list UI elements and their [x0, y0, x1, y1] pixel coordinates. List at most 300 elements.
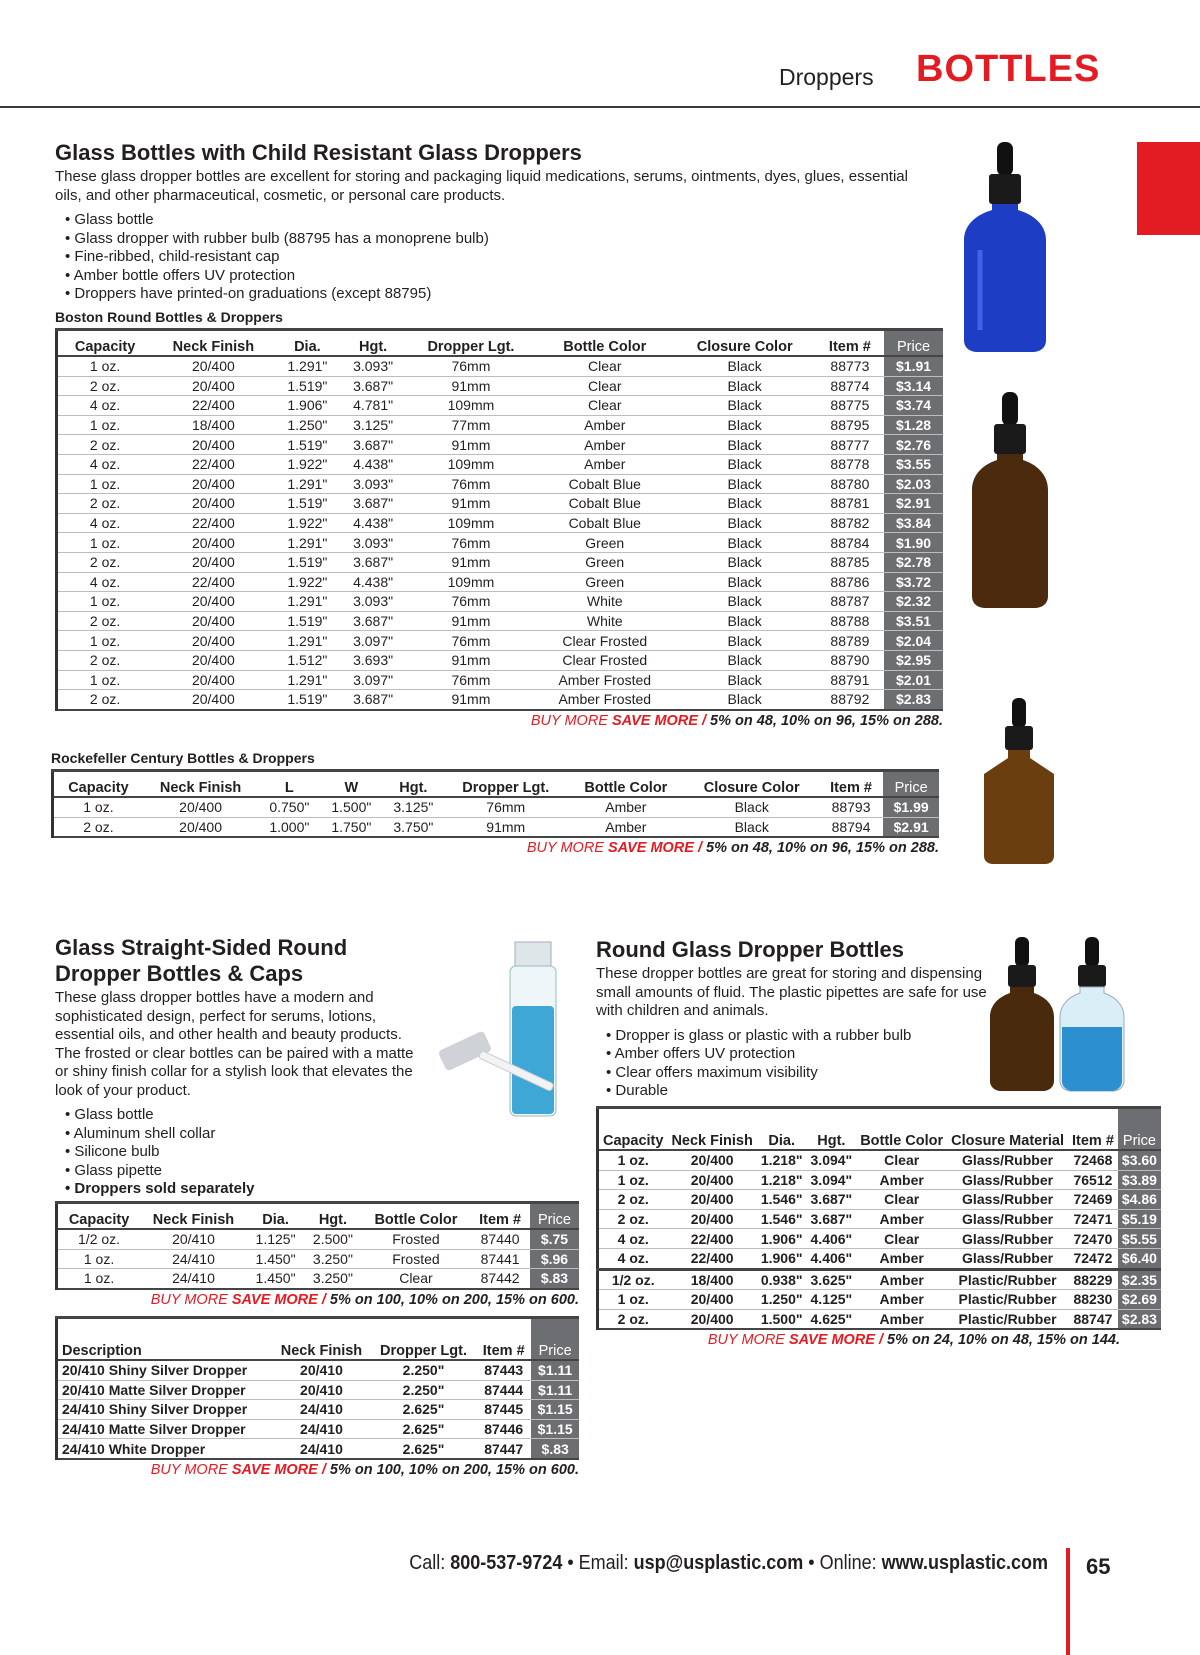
table-cell: 109mm: [447, 456, 495, 473]
price-cell: $.83: [531, 1439, 579, 1459]
table-cell: 20/400: [690, 1311, 734, 1328]
table-cell: 76mm: [486, 799, 526, 816]
discount-text: SAVE MORE /: [231, 1461, 330, 1478]
discount-text: 15%: [1036, 1332, 1066, 1349]
table-cell: 87445: [484, 1401, 524, 1418]
column-header: Item #: [830, 780, 872, 796]
category-title: BOTTLES: [916, 48, 1101, 90]
table-cell: Black: [727, 554, 762, 571]
table-cell: Clear: [884, 1230, 920, 1247]
column-header: Item #: [479, 1212, 522, 1228]
section-subtitle: Droppers: [779, 64, 874, 90]
email-label: • Email:: [562, 1552, 634, 1574]
table-cell: 91mm: [451, 377, 491, 394]
table-cell: 20/400: [690, 1152, 734, 1169]
table-cell: 24/410: [172, 1250, 215, 1267]
price-cell: $2.04: [884, 631, 943, 651]
cobalt-blue-bottle-image: [960, 140, 1050, 355]
table-cell: 1 oz.: [83, 1250, 115, 1267]
table-cell: 88790: [830, 652, 870, 669]
discount-text: 10%: [408, 1461, 438, 1478]
table-cell: 1.450": [255, 1270, 296, 1287]
price-cell: $1.11: [531, 1360, 579, 1380]
feature-item: • Glass bottle: [65, 1106, 425, 1125]
table-cell: 20/400: [179, 799, 222, 816]
table-cell: Amber: [584, 436, 626, 453]
column-header: Dia.: [768, 1133, 795, 1149]
table-cell: 4.438": [353, 456, 394, 473]
discount-text: BUY MORE: [707, 1332, 789, 1349]
table-cell: 76mm: [451, 671, 491, 688]
table-cell: 2 oz.: [89, 613, 121, 630]
table-row: [598, 1209, 1161, 1229]
column-header: Bottle Color: [563, 339, 647, 355]
table-cell: 4.625": [810, 1311, 853, 1328]
price-cell: $1.91: [884, 356, 943, 376]
table-cell: Amber: [879, 1250, 924, 1267]
table-cell: Glass/Rubber: [962, 1152, 1054, 1169]
table-title: Rockefeller Century Bottles & Droppers: [51, 750, 315, 766]
rockefeller-table-block: [51, 750, 939, 856]
price-cell: $.75: [530, 1229, 579, 1249]
table-cell: Cobalt Blue: [568, 495, 641, 512]
table-cell: 4 oz.: [89, 397, 121, 414]
column-header: Capacity: [603, 1133, 664, 1149]
table-cell: Black: [727, 671, 762, 688]
table-cell: 18/400: [191, 417, 235, 434]
discount-text: on 600.: [525, 1461, 579, 1478]
table-cell: 88777: [830, 436, 870, 453]
price-cell: $2.01: [884, 670, 943, 690]
price-cell: $1.15: [531, 1419, 579, 1439]
table-cell: 1 oz.: [83, 1270, 115, 1287]
table-cell: White: [586, 613, 623, 630]
table-cell: 1.922": [287, 573, 328, 590]
table-cell: 22/400: [191, 515, 235, 532]
discount-text: SAVE MORE /: [231, 1291, 330, 1308]
table-cell: Black: [727, 436, 762, 453]
table-cell: 109mm: [447, 573, 495, 590]
table-row: [598, 1290, 1161, 1310]
table-cell: 20/400: [191, 652, 235, 669]
table-cell: 20/410 Matte Silver Dropper: [62, 1381, 246, 1398]
boston-round-table: [55, 328, 943, 711]
table-cell: Clear: [588, 397, 622, 414]
discount-text: on 100,: [350, 1291, 409, 1308]
discount-text: 5%: [887, 1332, 908, 1349]
column-header: Neck Finish: [671, 1133, 753, 1149]
column-header: Closure Color: [696, 339, 793, 355]
table-cell: 20/410 Shiny Silver Dropper: [62, 1362, 248, 1379]
table-cell: 76mm: [451, 475, 491, 492]
price-cell: $3.72: [884, 572, 943, 592]
column-header: Neck Finish: [159, 780, 242, 796]
table-cell: 24/410 Matte Silver Dropper: [62, 1421, 246, 1438]
table-cell: Glass/Rubber: [962, 1191, 1054, 1208]
table-row: [57, 552, 944, 572]
table-cell: 91mm: [486, 818, 526, 835]
price-cell: $1.28: [884, 415, 943, 435]
table-cell: 20/410: [300, 1362, 343, 1379]
table-cell: 24/410: [172, 1270, 215, 1287]
table-cell: 20/400: [191, 534, 235, 551]
round-glass-table: [596, 1106, 1161, 1330]
column-header: Hgt.: [399, 780, 428, 796]
table-cell: 1.906": [760, 1230, 803, 1247]
table-row: [57, 670, 944, 690]
table-cell: 20/400: [191, 358, 235, 375]
table-cell: 91mm: [451, 613, 491, 630]
table-cell: 24/410 Shiny Silver Dropper: [62, 1401, 248, 1418]
price-cell: $3.74: [884, 396, 943, 416]
discount-text: SAVE MORE /: [608, 840, 707, 857]
table-cell: 2 oz.: [617, 1211, 649, 1228]
price-cell: $3.60: [1118, 1150, 1161, 1170]
table-cell: 3.250": [312, 1250, 353, 1267]
discount-text: 15%: [495, 1461, 525, 1478]
table-row: [57, 592, 944, 612]
section-tab: [1137, 142, 1200, 235]
table-row: [598, 1229, 1161, 1249]
column-header: Neck Finish: [280, 1343, 363, 1359]
table-row: [57, 356, 944, 376]
phone-number[interactable]: 800-537-9724: [450, 1552, 563, 1574]
table-row: [57, 611, 944, 631]
table-cell: 3.094": [810, 1152, 853, 1169]
table-cell: 20/400: [191, 671, 235, 688]
column-header: Dropper Lgt.: [380, 1343, 467, 1359]
section-title: Round Glass Dropper Bottles: [596, 937, 905, 962]
table-cell: White: [586, 593, 623, 610]
section-title: Glass Bottles with Child Resistant Glass Droppers: [55, 140, 582, 165]
discount-text: BUY MORE: [150, 1461, 232, 1478]
table-cell: 77mm: [451, 417, 491, 434]
table-cell: 1.512": [287, 652, 328, 669]
section-description: These glass dropper bottles have a modern and sophisticated design, perfect for serums, lotions, essential oils, and other health and beauty products. The frosted or clear bottles can be paired with a matte or shiny finish collar for a stylish look that elevates the look of your product.: [55, 989, 414, 1099]
table-cell: Black: [727, 534, 762, 551]
table-cell: 24/410 White Dropper: [62, 1440, 206, 1457]
table-cell: 76mm: [451, 593, 491, 610]
table-cell: 4 oz.: [617, 1230, 649, 1247]
column-header: Capacity: [68, 780, 129, 796]
table-cell: 1 oz.: [89, 534, 121, 551]
volume-discount-note: [596, 1332, 1120, 1348]
column-header: Item #: [828, 339, 871, 355]
column-header: Closure Material: [951, 1133, 1064, 1149]
straight-sided-bottle-image: [420, 940, 580, 1140]
table-cell: 109mm: [447, 515, 495, 532]
table-cell: 2.625": [402, 1440, 445, 1457]
table-row: [598, 1309, 1161, 1329]
price-cell: $2.03: [884, 474, 943, 494]
table-cell: 1/2 oz.: [78, 1231, 121, 1248]
table-cell: 3.097": [353, 671, 394, 688]
table-cell: 1 oz.: [89, 358, 121, 375]
table-cell: 3.125": [393, 799, 434, 816]
price-cell: $1.90: [884, 533, 943, 553]
table-cell: Amber: [879, 1311, 924, 1328]
table-cell: 88787: [830, 593, 870, 610]
straight-sided-table: [55, 1201, 579, 1290]
table-cell: 1.291": [287, 671, 328, 688]
table-cell: 3.093": [353, 358, 394, 375]
table-cell: 87440: [480, 1231, 520, 1248]
column-header: Neck Finish: [152, 1212, 235, 1228]
feature-list: [55, 1106, 425, 1199]
table-cell: 4.781": [353, 397, 394, 414]
table-cell: 3.093": [353, 475, 394, 492]
table-cell: 1.546": [760, 1211, 803, 1228]
discount-text: 15%: [495, 1291, 525, 1308]
table-cell: 4.125": [810, 1291, 853, 1308]
table-cell: Clear Frosted: [562, 652, 648, 669]
header-rule: [0, 106, 1200, 108]
table-cell: 3.625": [810, 1271, 853, 1288]
column-header: Closure Color: [703, 780, 800, 796]
table-cell: 2 oz.: [89, 652, 121, 669]
table-cell: 87443: [484, 1362, 524, 1379]
discount-text: on 24,: [908, 1332, 958, 1349]
table-cell: 88786: [830, 573, 870, 590]
feature-item: • Amber offers UV protection: [606, 1045, 996, 1064]
table-cell: 1.906": [287, 397, 328, 414]
feature-item: • Fine-ribbed, child-resistant cap: [65, 248, 935, 267]
discount-text: on 288.: [889, 712, 943, 729]
table-cell: Black: [734, 799, 769, 816]
table-cell: 4.406": [810, 1250, 853, 1267]
price-cell: $6.40: [1118, 1248, 1161, 1269]
column-header: W: [344, 780, 359, 796]
email-link[interactable]: usp@usplastic.com: [633, 1552, 804, 1574]
table-cell: 88791: [830, 671, 870, 688]
table-row: [57, 1400, 580, 1420]
table-cell: 91mm: [451, 691, 491, 708]
table-cell: 88230: [1073, 1291, 1113, 1308]
table-cell: Amber: [879, 1171, 924, 1188]
table-cell: 20/400: [191, 436, 235, 453]
table-cell: Glass/Rubber: [962, 1211, 1054, 1228]
table-cell: 0.938": [760, 1271, 803, 1288]
price-cell: $5.19: [1118, 1209, 1161, 1229]
table-cell: Black: [727, 417, 762, 434]
column-header: L: [284, 780, 294, 796]
table-cell: 20/400: [191, 593, 235, 610]
table-row: [57, 454, 944, 474]
table-cell: 88229: [1073, 1271, 1113, 1288]
table-cell: 20/400: [690, 1191, 734, 1208]
table-cell: 88788: [830, 613, 870, 630]
table-cell: Green: [585, 573, 625, 590]
table-cell: 22/400: [690, 1250, 734, 1267]
table-cell: 20/410: [172, 1231, 215, 1248]
table-cell: Amber Frosted: [558, 671, 652, 688]
table-cell: 87446: [484, 1421, 524, 1438]
dropper-caps-table: [55, 1316, 579, 1460]
table-row: [57, 1249, 580, 1269]
table-cell: Amber: [879, 1211, 924, 1228]
table-cell: 2.625": [402, 1401, 445, 1418]
table-cell: 4 oz.: [617, 1250, 649, 1267]
table-cell: 1.519": [287, 691, 328, 708]
table-cell: 20/410: [300, 1381, 343, 1398]
table-title: Boston Round Bottles & Droppers: [55, 309, 283, 325]
column-header: Price: [531, 1318, 579, 1361]
feature-item: • Glass pipette: [65, 1162, 425, 1181]
feature-list: [596, 1027, 996, 1101]
column-header: Hgt.: [318, 1212, 347, 1228]
table-cell: Amber: [879, 1271, 924, 1288]
table-cell: Clear Frosted: [562, 632, 648, 649]
feature-item-bold: • Droppers sold separately: [65, 1180, 425, 1199]
table-cell: 3.750": [393, 818, 434, 835]
column-header: Price: [883, 771, 939, 798]
table-cell: 1.291": [287, 593, 328, 610]
price-cell: $2.83: [884, 690, 943, 710]
table-cell: 91mm: [451, 652, 491, 669]
feature-list: [55, 211, 935, 304]
table-row: [57, 533, 944, 553]
table-cell: Clear: [399, 1270, 433, 1287]
table-cell: 1.750": [331, 818, 372, 835]
table-cell: 4.406": [810, 1230, 853, 1247]
table-cell: 24/410: [300, 1440, 343, 1457]
price-cell: $3.51: [884, 611, 943, 631]
table-cell: 1.291": [287, 358, 328, 375]
price-cell: $.96: [530, 1249, 579, 1269]
table-cell: 88782: [830, 515, 870, 532]
table-cell: 3.687": [353, 613, 394, 630]
table-cell: 76mm: [451, 632, 491, 649]
table-cell: 2.250": [402, 1362, 445, 1379]
table-cell: 1.519": [287, 495, 328, 512]
table-cell: 2.500": [312, 1231, 353, 1248]
website-link[interactable]: www.usplastic.com: [881, 1552, 1048, 1574]
table-cell: 1.125": [255, 1231, 296, 1248]
boston-round-table-block: [55, 309, 943, 729]
table-cell: 22/400: [191, 573, 235, 590]
table-cell: 1.291": [287, 534, 328, 551]
table-cell: Glass/Rubber: [962, 1250, 1054, 1267]
table-cell: Black: [727, 613, 762, 630]
table-cell: 1 oz.: [89, 417, 121, 434]
discount-text: on 96,: [806, 840, 856, 857]
table-cell: 1 oz.: [89, 593, 121, 610]
table-cell: 72468: [1073, 1152, 1113, 1169]
table-cell: 20/400: [191, 632, 235, 649]
table-cell: 20/400: [191, 377, 235, 394]
table-row: [57, 435, 944, 455]
discount-text: on 100,: [350, 1461, 409, 1478]
price-cell: $2.78: [884, 552, 943, 572]
table-cell: 20/400: [191, 495, 235, 512]
table-row: [57, 415, 944, 435]
table-row: [598, 1269, 1161, 1290]
discount-text: BUY MORE: [150, 1291, 232, 1308]
price-cell: $1.11: [531, 1380, 579, 1400]
price-cell: $2.91: [884, 494, 943, 514]
table-cell: 88775: [830, 397, 870, 414]
discount-text: SAVE MORE /: [789, 1332, 888, 1349]
table-cell: 3.687": [353, 377, 394, 394]
table-cell: Black: [727, 691, 762, 708]
discount-text: on 144.: [1066, 1332, 1120, 1349]
table-cell: Black: [727, 593, 762, 610]
column-header: Description: [62, 1343, 142, 1359]
table-cell: Amber: [879, 1291, 924, 1308]
table-cell: 4 oz.: [89, 573, 121, 590]
table-cell: 91mm: [451, 554, 491, 571]
table-cell: 1.519": [287, 613, 328, 630]
table-cell: 20/400: [191, 554, 235, 571]
table-cell: Black: [734, 818, 769, 835]
table-cell: 1.546": [760, 1191, 803, 1208]
table-cell: 1.519": [287, 554, 328, 571]
price-cell: $2.95: [884, 650, 943, 670]
column-header: Capacity: [68, 1212, 130, 1228]
table-cell: 3.094": [810, 1171, 853, 1188]
table-cell: 2 oz.: [617, 1191, 649, 1208]
round-glass-table-block: [596, 1106, 1157, 1349]
volume-discount-note: [51, 840, 939, 856]
footer-divider: [1066, 1548, 1070, 1655]
price-cell: $2.83: [1118, 1309, 1161, 1329]
price-cell: $3.55: [884, 454, 943, 474]
table-cell: 88780: [830, 475, 870, 492]
table-cell: 3.687": [353, 436, 394, 453]
discount-text: 5%: [706, 840, 727, 857]
discount-text: 10%: [408, 1291, 438, 1308]
table-cell: 88795: [830, 417, 870, 434]
table-cell: 24/410: [300, 1401, 343, 1418]
table-cell: 1 oz.: [617, 1152, 649, 1169]
feature-item: • Droppers have printed-on graduations (except 88795): [65, 285, 935, 304]
table-cell: 3.093": [353, 534, 394, 551]
table-cell: 20/400: [690, 1211, 734, 1228]
table-cell: Cobalt Blue: [568, 515, 641, 532]
table-cell: Black: [727, 515, 762, 532]
table-cell: Black: [727, 632, 762, 649]
call-label: Call:: [409, 1552, 451, 1574]
table-cell: 1 oz.: [617, 1291, 649, 1308]
table-cell: 20/400: [179, 818, 222, 835]
table-cell: 4 oz.: [89, 456, 121, 473]
discount-text: on 200,: [437, 1291, 496, 1308]
table-cell: Frosted: [392, 1231, 440, 1248]
table-cell: 2.625": [402, 1421, 445, 1438]
feature-item: • Silicone bulb: [65, 1143, 425, 1162]
table-cell: Green: [585, 554, 625, 571]
table-cell: 3.687": [353, 691, 394, 708]
table-cell: 88794: [831, 818, 871, 835]
rockefeller-bottle-image: [980, 696, 1060, 866]
table-row: [598, 1170, 1161, 1190]
table-cell: 2 oz.: [89, 377, 121, 394]
table-cell: 1.291": [287, 632, 328, 649]
table-cell: 88792: [830, 691, 870, 708]
column-header: Price: [1118, 1108, 1161, 1151]
table-header-row: [57, 330, 944, 357]
table-cell: Clear: [588, 358, 622, 375]
table-cell: 1.922": [287, 456, 328, 473]
section-title: Glass Straight-Sided Round Dropper Bottles & Caps: [55, 935, 348, 986]
column-header: Price: [530, 1203, 579, 1230]
table-cell: 1 oz.: [83, 799, 114, 816]
table-cell: 1.519": [287, 377, 328, 394]
column-header: Item #: [482, 1343, 525, 1359]
table-cell: 72470: [1073, 1230, 1113, 1247]
table-row: [53, 817, 940, 837]
table-row: [57, 572, 944, 592]
